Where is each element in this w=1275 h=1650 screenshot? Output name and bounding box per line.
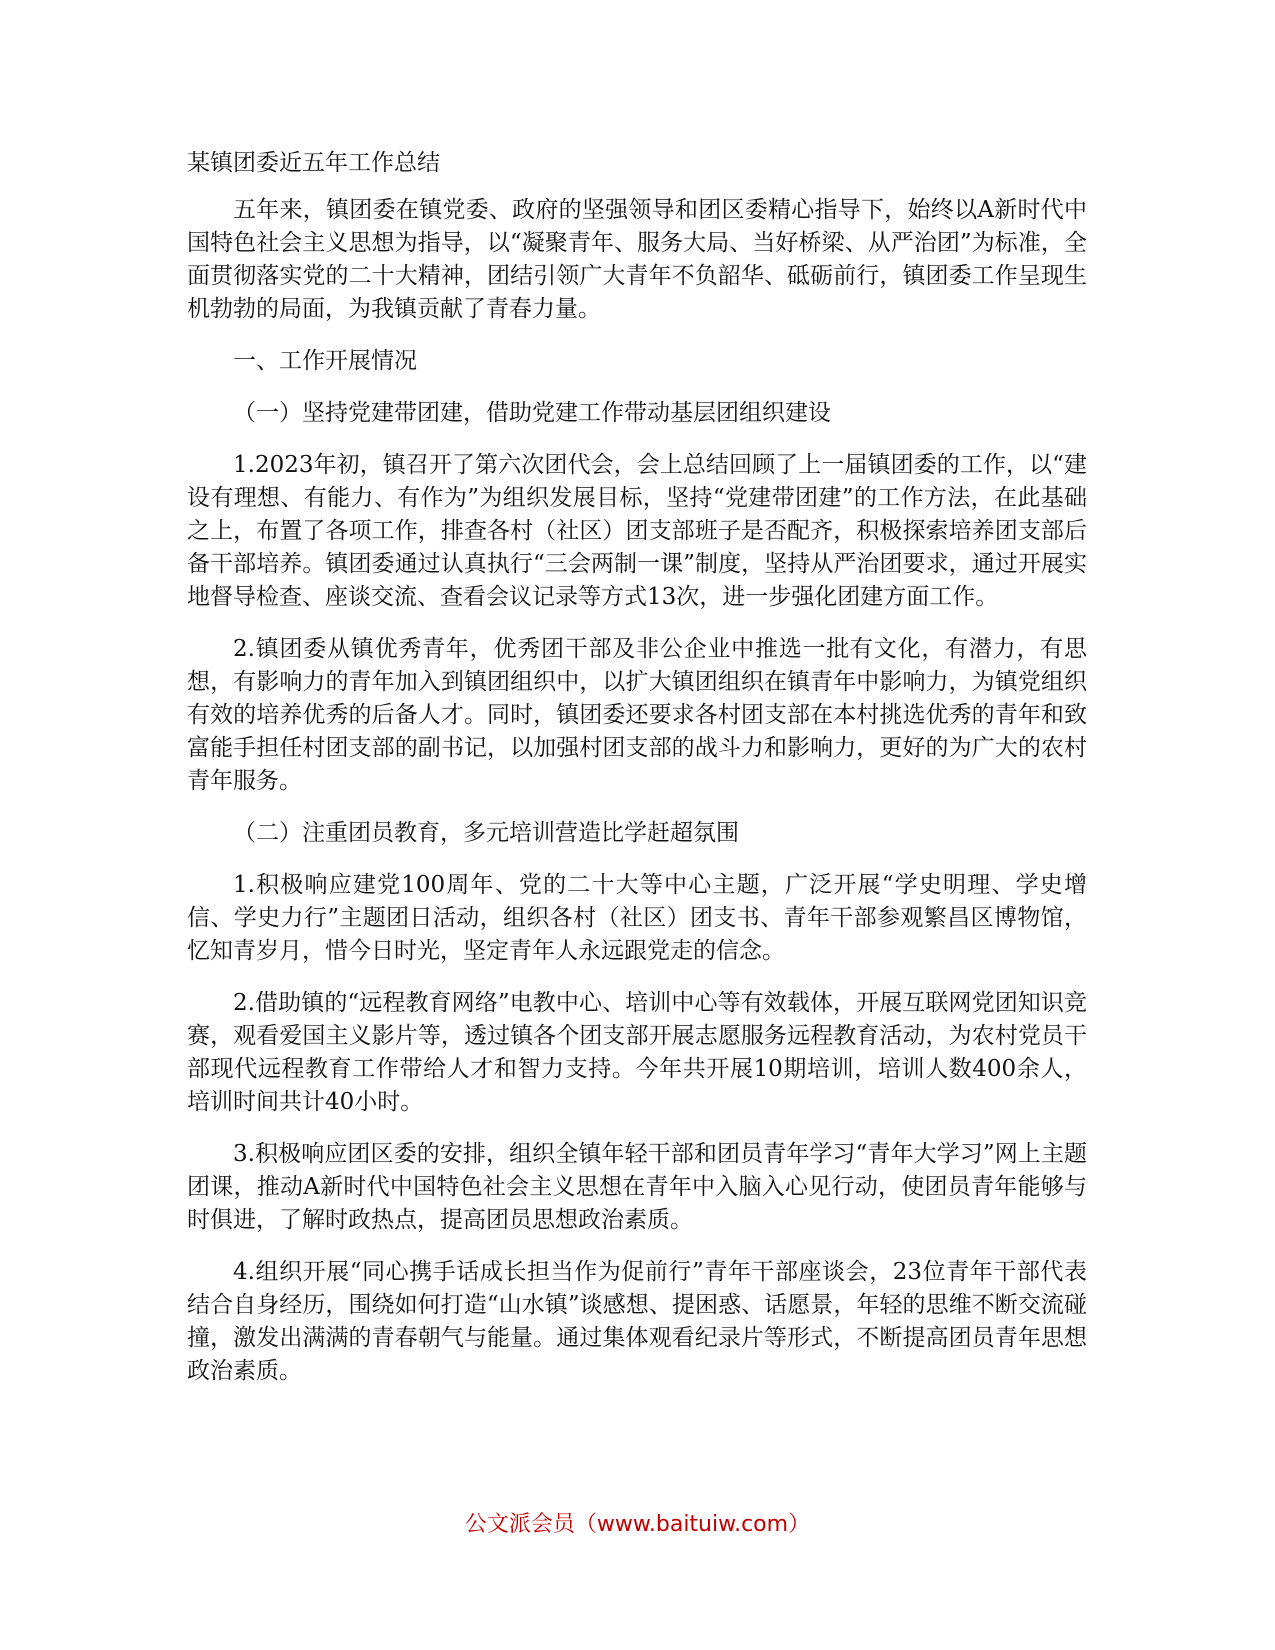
paragraph-item: 2.借助镇的“远程教育网络”电教中心、培训中心等有效载体，开展互联网党团知识竞赛，观看爱国主义影片等，透过镇各个团支部开展志愿服务远程教育活动，为农村党员干部现代远程教育工作带给人才和智力支持。今年共开展10期培训，培训人数400余人，培训时间共计40小时。	[187, 990, 1087, 1115]
intro-paragraph: 五年来，镇团委在镇党委、政府的坚强领导和团区委精心指导下，始终以A新时代中国特色社会主义思想为指导，以“凝聚青年、服务大局、当好桥梁、从严治团”为标准，全面贯彻落实党的二十大精神，团结引领广大青年不负韶华、砥砺前行，镇团委工作呈现生机勃勃的局面，为我镇贡献了青春力量。	[187, 197, 1087, 322]
paragraph-item: 1.2023年初，镇召开了第六次团代会，会上总结回顾了上一届镇团委的工作，以“建设有理想、有能力、有作为”为组织发展目标，坚持“党建带团建”的工作方法，在此基础之上，布置了各项工作，排查各村（社区）团支部班子是否配齐，积极探索培养团支部后备干部培养。镇团委通过认真执行“三会两制一课”制度，坚持从严治团要求，通过开展实地督导检查、座谈交流、查看会议记录等方式13次，进一步强化团建方面工作。	[187, 452, 1087, 610]
section-heading-work-status: 一、工作开展情况	[233, 348, 417, 374]
paragraph-item: 3.积极响应团区委的安排，组织全镇年轻干部和团员青年学习“青年大学习”网上主题团课，推动A新时代中国特色社会主义思想在青年中入脑入心见行动，使团员青年能够与时俱进，了解时政热点，提高团员思想政治素质。	[187, 1141, 1087, 1233]
paragraph-item: 1.积极响应建党100周年、党的二十大等中心主题，广泛开展“学史明理、学史增信、学史力行”主题团日活动，组织各村（社区）团支书、青年干部参观繁昌区博物馆，忆知青岁月，惜今日时光，坚定青年人永远跟党走的信念。	[187, 872, 1087, 964]
footer-watermark-link[interactable]: 公文派会员（www.baituiw.com）	[464, 1512, 811, 1537]
paragraph-item: 4.组织开展“同心携手话成长担当作为促前行”青年干部座谈会，23位青年干部代表结合自身经历，围绕如何打造“山水镇”谈感想、提困惑、话愿景，年轻的思维不断交流碰撞，激发出满满的青春朝气与能量。通过集体观看纪录片等形式，不断提高团员青年思想政治素质。	[187, 1259, 1087, 1384]
paragraph-item: 2.镇团委从镇优秀青年，优秀团干部及非公企业中推选一批有文化，有潜力，有思想，有影响力的青年加入到镇团组织中，以扩大镇团组织在镇青年中影响力，为镇党组织有效的培养优秀的后备人才。同时，镇团委还要求各村团支部在本村挑选优秀的青年和致富能手担任村团支部的副书记，以加强村团支部的战斗力和影响力，更好的为广大的农村青年服务。	[187, 636, 1087, 794]
document-title: 某镇团委近五年工作总结	[187, 150, 440, 176]
document-body	[187, 146, 1087, 1407]
subsection-heading-member-education: （二）注重团员教育，多元培训营造比学赶超氛围	[233, 820, 739, 846]
subsection-heading-party-building: （一）坚持党建带团建，借助党建工作带动基层团组织建设	[233, 400, 831, 426]
